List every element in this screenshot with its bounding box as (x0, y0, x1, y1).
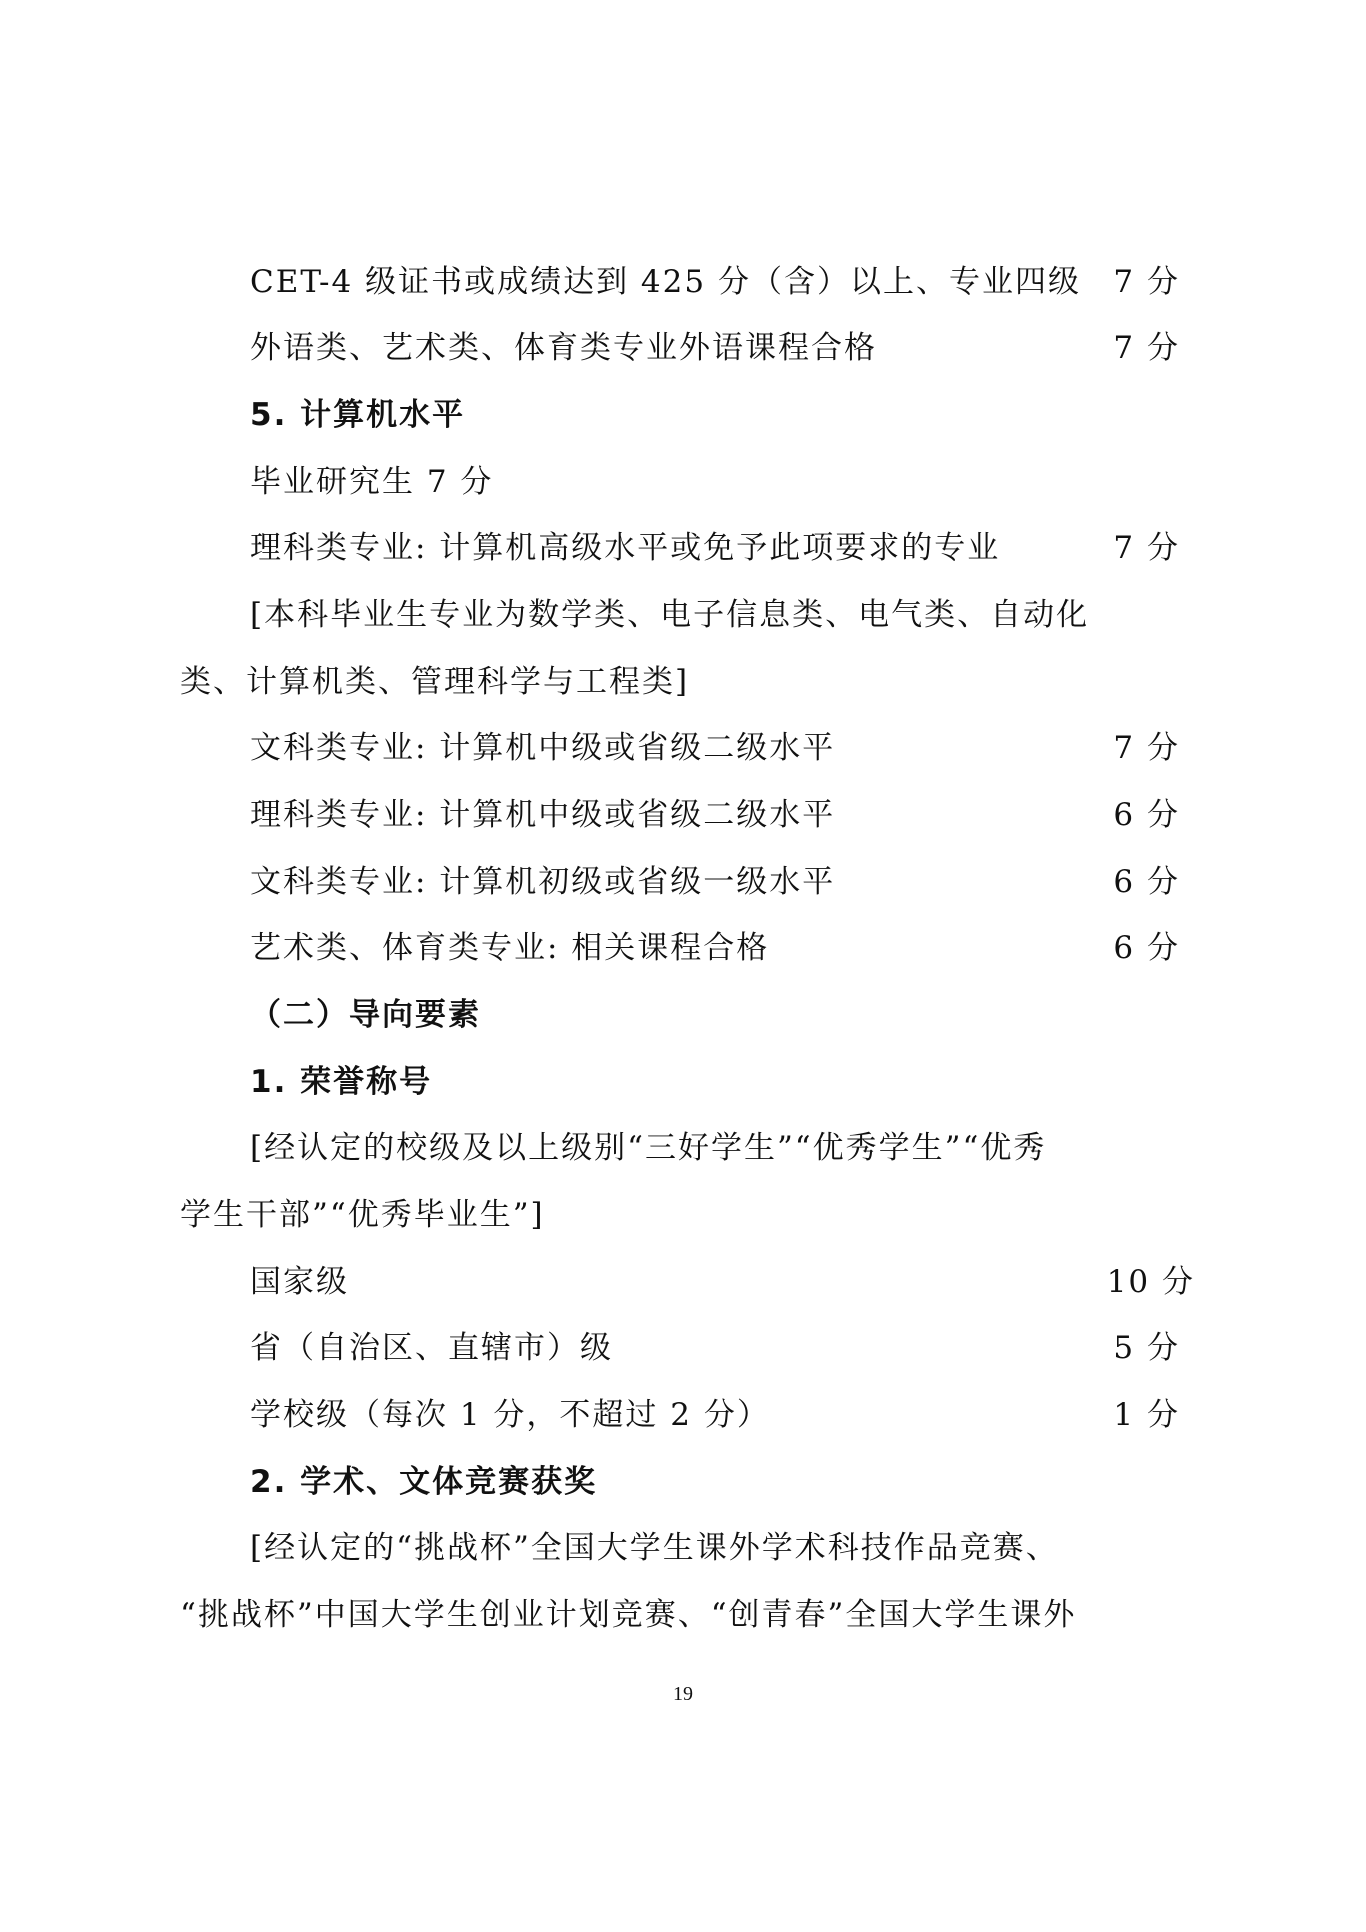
score-arts-intermediate: 7 分 (1113, 730, 1180, 766)
score-science-intermediate: 6 分 (1113, 797, 1180, 833)
line-art-sports-courses: 艺术类、体育类专业: 相关课程合格 (250, 930, 770, 966)
score-foreign-language-courses: 7 分 (1113, 330, 1180, 366)
heading-honorary-titles: 1. 荣誉称号 (250, 1064, 433, 1100)
line-cet4: CET-4 级证书或成绩达到 425 分（含）以上、专业四级 (250, 264, 1081, 300)
line-foreign-language-courses: 外语类、艺术类、体育类专业外语课程合格 (250, 330, 877, 366)
note-honors-line1: [经认定的校级及以上级别“三好学生”“优秀学生”“优秀 (250, 1130, 1047, 1166)
line-science-intermediate: 理科类专业: 计算机中级或省级二级水平 (250, 797, 836, 833)
note-undergrad-majors-line1: [本科毕业生专业为数学类、电子信息类、电气类、自动化 (250, 597, 1090, 633)
score-arts-elementary: 6 分 (1113, 864, 1180, 900)
note-competitions-line2: “挑战杯”中国大学生创业计划竞赛、“创青春”全国大学生课外 (180, 1597, 1077, 1633)
score-art-sports-courses: 6 分 (1113, 930, 1180, 966)
line-school-level: 学校级（每次 1 分，不超过 2 分） (250, 1397, 770, 1433)
score-science-advanced: 7 分 (1113, 530, 1180, 566)
line-provincial-level: 省（自治区、直辖市）级 (250, 1330, 613, 1366)
score-cet4: 7 分 (1113, 264, 1180, 300)
score-provincial-level: 5 分 (1113, 1330, 1180, 1366)
heading-competition-awards: 2. 学术、文体竞赛获奖 (250, 1464, 598, 1500)
heading-guidance-factors: （二）导向要素 (250, 997, 481, 1033)
line-graduate-students: 毕业研究生 7 分 (250, 464, 494, 500)
line-arts-intermediate: 文科类专业: 计算机中级或省级二级水平 (250, 730, 836, 766)
note-honors-line2: 学生干部”“优秀毕业生”] (180, 1197, 545, 1233)
page-number: 19 (673, 1683, 693, 1705)
score-national-level: 10 分 (1106, 1264, 1195, 1300)
note-competitions-line1: [经认定的“挑战杯”全国大学生课外学术科技作品竞赛、 (250, 1530, 1059, 1566)
heading-computer-level: 5. 计算机水平 (250, 397, 466, 433)
note-undergrad-majors-line2: 类、计算机类、管理科学与工程类] (180, 664, 690, 700)
line-arts-elementary: 文科类专业: 计算机初级或省级一级水平 (250, 864, 836, 900)
score-school-level: 1 分 (1113, 1397, 1180, 1433)
line-science-advanced: 理科类专业: 计算机高级水平或免予此项要求的专业 (250, 530, 1001, 566)
line-national-level: 国家级 (250, 1264, 349, 1300)
